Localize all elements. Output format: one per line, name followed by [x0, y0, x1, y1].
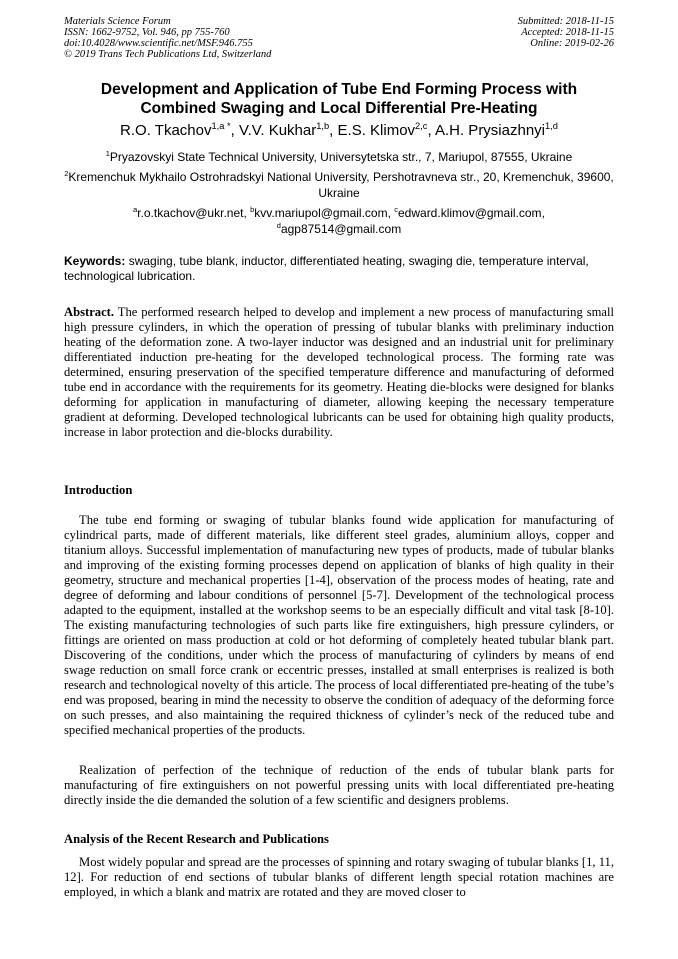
author-name: E.S. Klimov	[337, 122, 416, 139]
paragraph-text: The tube end forming or swaging of tubular blanks found wide application for manufacturing of cylindrical parts, made of different materials, like different steel grades, aluminium alloys, copper and titanium alloys. Successful implementation of manufacturing new types of products, made of tubular blanks and improving of the existing forming processes depend on application of blanks of high quality in their geometry, structure and mechanical properties [1-4], observation of the process modes of heating, rate and degree of deforming and labour conditions of personnel [5-7]. Development of the technological process adapted to the equipment, installed at the workshop seems to be an especially difficult and vital task [8-10]. The existing manufacturing technologies of such parts like fire extinguishers, high pressure cylinders, or fittings are oriented on mass production at cold or hot deforming of completely heated tubular blank part. Discovering of the conditions, under which the process of manufacturing of cylinders by means of end swage reduction on small force crank or eccentric presses, installed at small enterprises is realized is both research and technological novelty of this article. The process of local differentiated pre-heating of the tube’s end was proposed, bearing in mind the necessity to observe the condition of adequacy of the deforming force on such presses, and also maintaining the required thickness of cylinder’s neck of the reduced tube and specified mechanical properties of the products.	[64, 513, 614, 737]
keywords-label: Keywords:	[64, 254, 126, 268]
journal-name: Materials Science Forum	[64, 16, 171, 27]
affiliation-sup: 2	[64, 169, 69, 178]
author-sup: 1,b	[316, 121, 330, 131]
header-right	[518, 16, 614, 49]
online-date: Online: 2019-02-26	[530, 38, 614, 49]
copyright-line: © 2019 Trans Tech Publications Ltd, Switzerland	[64, 49, 272, 60]
submitted-date: Submitted: 2018-11-15	[517, 16, 614, 27]
email-address[interactable]: edward.klimov@gmail.com	[398, 206, 542, 220]
email-sup: b	[250, 205, 255, 214]
email-sup: a	[133, 205, 138, 214]
author-sup: 1,d	[545, 121, 558, 131]
email-sup: c	[394, 205, 398, 214]
header-left	[64, 16, 271, 60]
email-address[interactable]: agp87514@gmail.com	[280, 222, 402, 236]
title-line-2: Combined Swaging and Local Differential Pre-Heating	[140, 100, 538, 117]
accepted-date: Accepted: 2018-11-15	[521, 27, 614, 38]
analysis-paragraph-1	[64, 855, 614, 900]
keywords-text: swaging, tube blank, inductor, differentiated heating, swaging die, temperature interval, technological lubrication.	[64, 254, 589, 283]
email-address[interactable]: r.o.tkachov@ukr.net	[137, 206, 244, 220]
introduction-heading: Introduction	[64, 483, 133, 497]
author-name: V.V. Kukhar	[238, 122, 317, 139]
email-address[interactable]: kvv.mariupol@gmail.com	[254, 206, 388, 220]
author-list: R.O. Tkachov$^{1,a *}$, V.V. Kukhar$^{1,b}$, E.S. Klimov$^{2,c}$, A.H. Prysiazhnyi$^{1,d}$	[120, 121, 558, 139]
keywords	[64, 254, 614, 284]
affiliation-text: Pryazovskyi State Technical University, Universytetska str., 7, Mariupol, 87555, Ukraine	[109, 150, 573, 164]
email-list: $^a$r.o.tkachov@ukr.net, $^b$kvv.mariupol@gmail.com, $^c$edward.klimov@gmail.com, $^d$agp87514@gmail.com	[133, 205, 545, 236]
affiliation-sup: 1	[105, 149, 110, 158]
paper-title	[40, 80, 638, 118]
paragraph-text: Realization of perfection of the technique of reduction of the ends of tubular blank parts for manufacturing of fire extinguishers on not powerful pressing units with local differentiated pre-heating directly inside the die demanded the solution of a few scientific and designers problems.	[64, 763, 614, 807]
author-name: A.H. Prysiazhnyi	[434, 122, 546, 139]
affiliation-text: Kremenchuk Mykhailo Ostrohradskyi National University, Pershotravneva str., 20, Kremenchuk, 39600, Ukraine	[68, 170, 614, 200]
issn-line: ISSN: 1662-9752, Vol. 946, pp 755-760	[64, 27, 230, 38]
doi-line: doi:10.4028/www.scientific.net/MSF.946.755	[64, 38, 253, 49]
author-sup: 1,a *	[211, 121, 231, 131]
analysis-heading: Analysis of the Recent Research and Publications	[64, 832, 329, 846]
paragraph-text: Most widely popular and spread are the processes of spinning and rotary swaging of tubular blanks [1, 11, 12]. For reduction of end sections of tubular blanks of different length special rotation machines are employed, in which a blank and matrix are rotated and they are moved closer to	[64, 855, 614, 899]
abstract	[64, 305, 614, 440]
title-line-1: Development and Application of Tube End Forming Process with	[100, 81, 578, 98]
introduction-paragraph-2	[64, 763, 614, 808]
introduction-paragraph-1	[64, 513, 614, 738]
email-sup: d	[276, 221, 281, 230]
author-sup: 2,c	[415, 121, 428, 131]
affiliation-1	[50, 149, 628, 165]
abstract-text: The performed research helped to develop and implement a new process of manufacturing small high pressure cylinders, in which the operation of pressing of tubular blanks with preliminary induction heating of the deformation zone. A two-layer inductor was designed and an industrial unit for preliminary differentiated induction pre-heating for the developed technological process. The forming rate was determined, ensuring preservation of the specified temperature difference and manufacturing of deformed tube end in accordance with the requirements for its geometry. Heating die-blocks were designed for blanks deforming for application in manufacturing of diameter, allowing keeping the necessary temperature gradient at deforming. Developed technological lubricants can be used for obtaining high quality products, increase in labor protection and die-blocks durability.	[64, 305, 614, 439]
author-name: R.O. Tkachov	[120, 122, 212, 139]
abstract-label: Abstract.	[64, 305, 115, 319]
affiliation-2	[50, 169, 628, 201]
